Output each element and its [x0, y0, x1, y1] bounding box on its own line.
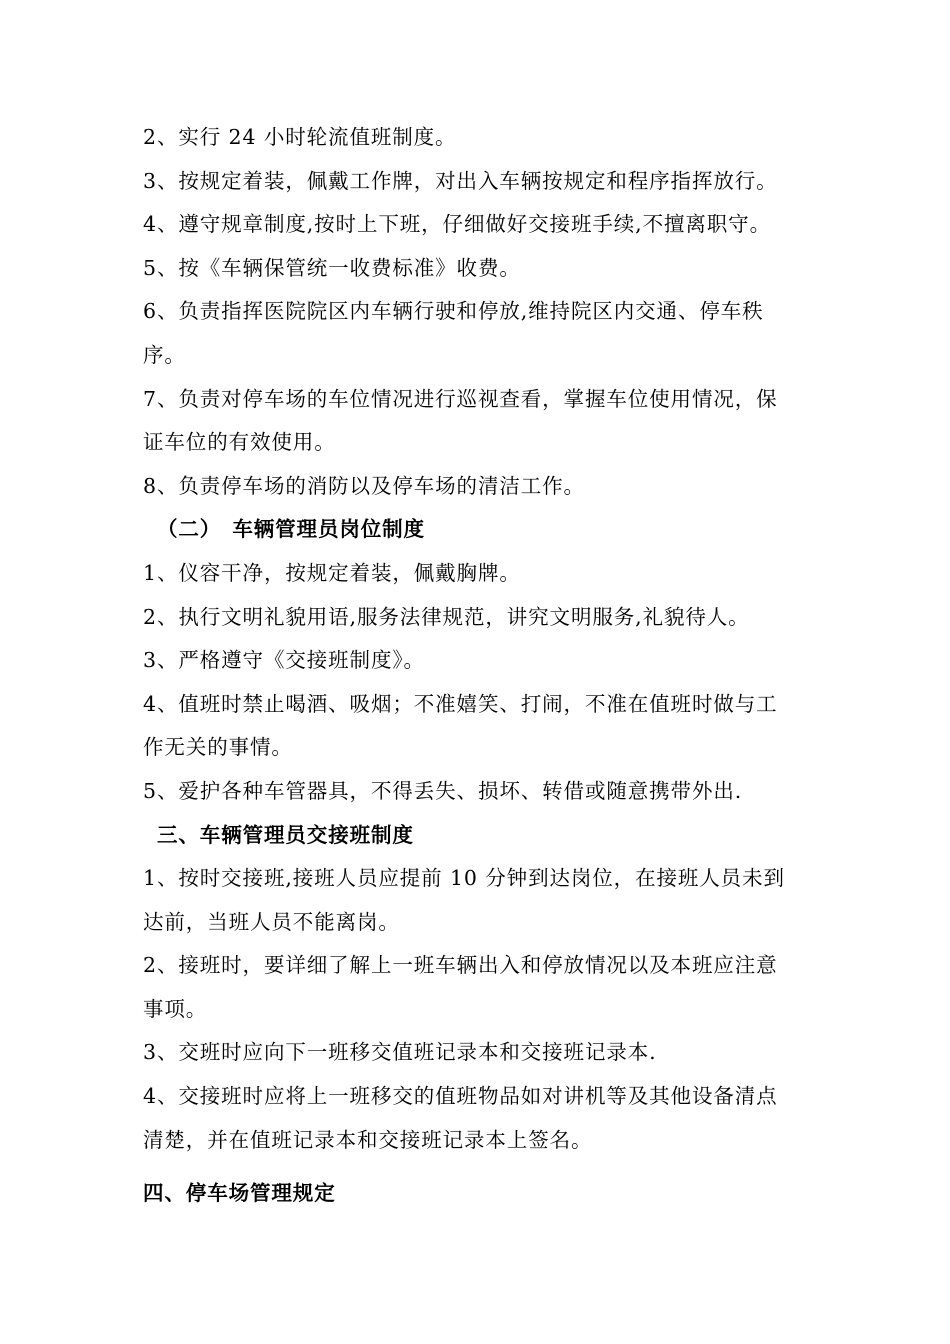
spacer — [143, 1162, 813, 1172]
paragraph-line: 2、执行文明礼貌用语,服务法律规范，讲究文明服务,礼貌待人。 — [143, 604, 750, 629]
paragraph-line: 4、遵守规章制度,按时上下班，仔细做好交接班手续,不擅离职守。 — [143, 212, 771, 237]
paragraph-line: 3、按规定着装，佩戴工作牌，对出入车辆按规定和程序指挥放行。 — [143, 168, 778, 193]
paragraph-line: 1、仪容干净，按规定着装，佩戴胸牌。 — [143, 560, 521, 585]
paragraph-line: 1、按时交接班,接班人员应提前 10 分钟到达岗位，在接班人员未到 — [143, 866, 785, 891]
paragraph-line: 事项。 — [143, 996, 208, 1021]
document-body — [143, 116, 813, 1216]
paragraph-line: 2、接班时，要详细了解上一班车辆出入和停放情况以及本班应注意 — [143, 953, 778, 978]
paragraph-line: 7、负责对停车场的车位情况进行巡视查看，掌握车位使用情况，保 — [143, 386, 778, 411]
paragraph-line: 4、值班时禁止喝酒、吸烟；不准嬉笑、打闹，不准在值班时做与工 — [143, 691, 778, 716]
section-heading: （二） 车辆管理员岗位制度 — [157, 517, 425, 542]
paragraph-line: 作无关的事情。 — [143, 735, 293, 760]
paragraph-line: 4、交接班时应将上一班移交的值班物品如对讲机等及其他设备清点 — [143, 1084, 778, 1109]
paragraph-line: 达前，当班人员不能离岗。 — [143, 909, 400, 934]
paragraph-line: 6、负责指挥医院院区内车辆行驶和停放,维持院区内交通、停车秩 — [143, 299, 764, 324]
paragraph-line: 3、交班时应向下一班移交值班记录本和交接班记录本. — [143, 1040, 657, 1065]
paragraph-line: 清楚，并在值班记录本和交接班记录本上签名。 — [143, 1127, 593, 1152]
section-heading: 三、车辆管理员交接班制度 — [157, 822, 414, 847]
paragraph-line: 序。 — [143, 342, 186, 367]
paragraph-line: 2、实行 24 小时轮流值班制度。 — [143, 125, 457, 149]
paragraph-line: 5、按《车辆保管统一收费标准》收费。 — [143, 255, 521, 280]
paragraph-line: 证车位的有效使用。 — [143, 430, 336, 455]
paragraph-line: 3、严格遵守《交接班制度》。 — [143, 648, 425, 673]
paragraph-line: 8、负责停车场的消防以及停车场的清洁工作。 — [143, 473, 585, 498]
section-heading: 四、停车场管理规定 — [143, 1181, 336, 1206]
paragraph-line: 5、爱护各种车管器具，不得丢失、损坏、转借或随意携带外出. — [143, 778, 743, 803]
